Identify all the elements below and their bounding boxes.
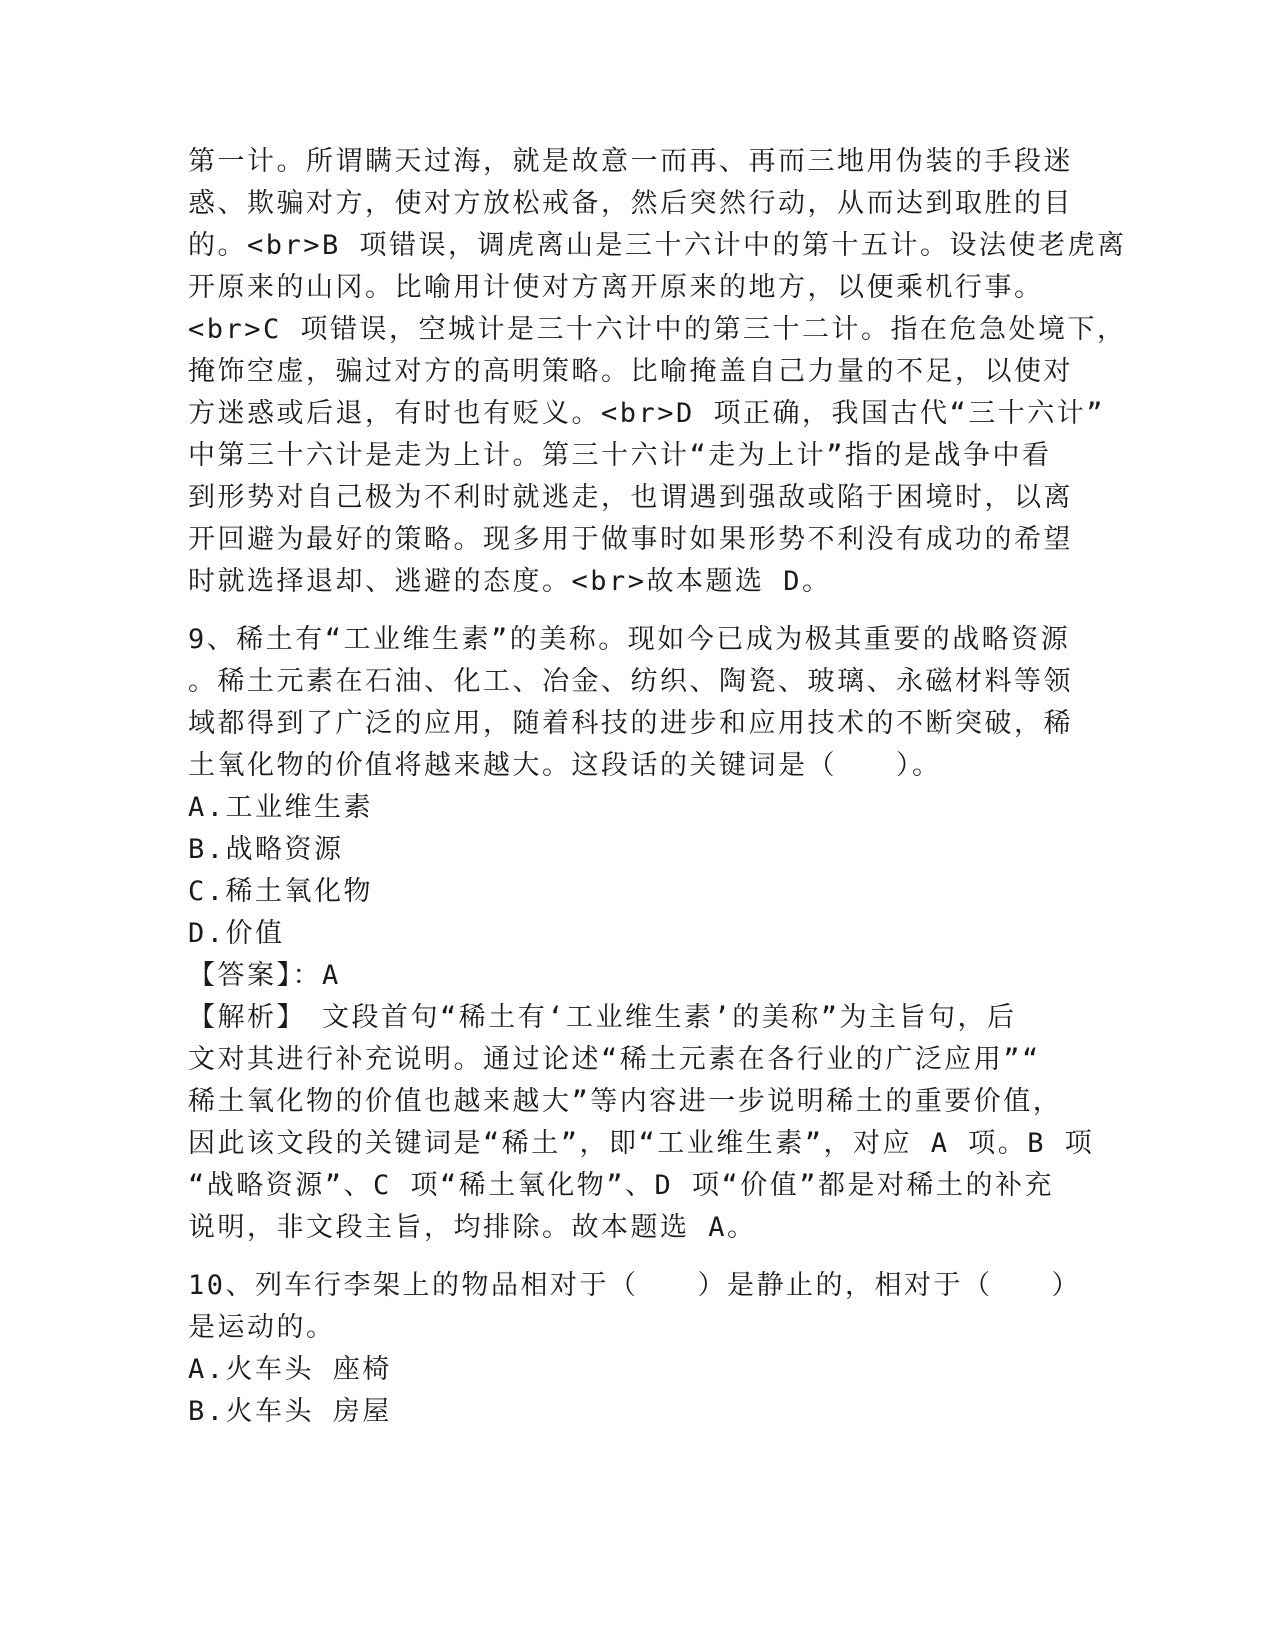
text-line: 到形势对自己极为不利时就逃走，也谓遇到强敌或陷于困境时，以离 <box>188 482 1073 513</box>
option-b: B.火车头 房屋 <box>188 1396 392 1427</box>
text-line: 中第三十六计是走为上计。第三十六计“走为上计”指的是战争中看 <box>188 440 1052 471</box>
option-b: B.战略资源 <box>188 834 344 865</box>
option-a: A.火车头 座椅 <box>188 1354 392 1385</box>
question-stem-line: 土氧化物的价值将越来越大。这段话的关键词是（ ）。 <box>188 750 942 781</box>
option-a: A.工业维生素 <box>188 792 374 823</box>
text-line: 掩饰空虚，骗过对方的高明策略。比喻掩盖自己力量的不足，以使对 <box>188 356 1073 387</box>
analysis-line: 稀土氧化物的价值也越来越大”等内容进一步说明稀土的重要价值， <box>188 1086 1063 1117</box>
answer-line: 【答案】：A <box>188 960 341 991</box>
analysis-line: 说明，非文段主旨，均排除。故本题选 A。 <box>188 1212 757 1243</box>
analysis-line: “战略资源”、C 项“稀土氧化物”、D 项“价值”都是对稀土的补充 <box>188 1170 1055 1201</box>
text-line: 方迷惑或后退，有时也有贬义。<br>D 项正确，我国古代“三十六计” <box>188 398 1106 429</box>
text-line: <br>C 项错误，空城计是三十六计中的第三十二计。指在危急处境下， <box>188 314 1127 345</box>
text-line: 的。<br>B 项错误，调虎离山是三十六计中的第十五计。设法使老虎离 <box>188 230 1127 261</box>
analysis-line: 【解析】 文段首句“稀土有‘工业维生素’的美称”为主旨句，后 <box>188 1002 1017 1033</box>
question-stem-line: 是运动的。 <box>188 1312 336 1343</box>
analysis-line: 文对其进行补充说明。通过论述“稀土元素在各行业的广泛应用”“ <box>188 1044 1041 1075</box>
text-line: 开原来的山冈。比喻用计使对方离开原来的地方，以便乘机行事。 <box>188 272 1044 303</box>
question-stem-line: 。稀土元素在石油、化工、冶金、纺织、陶瓷、玻璃、永磁材料等领 <box>188 666 1073 697</box>
analysis-line: 因此该文段的关键词是“稀土”，即“工业维生素”，对应 A 项。B 项 <box>188 1128 1095 1159</box>
question-stem-line: 域都得到了广泛的应用，随着科技的进步和应用技术的不断突破，稀 <box>188 708 1073 739</box>
text-line: 时就选择退却、逃避的态度。<br>故本题选 D。 <box>188 566 832 597</box>
question-stem-line: 10、列车行李架上的物品相对于（ ）是静止的，相对于（ ） <box>188 1270 1082 1301</box>
option-c: C.稀土氧化物 <box>188 876 374 907</box>
text-line: 惑、欺骗对方，使对方放松戒备，然后突然行动，从而达到取胜的目 <box>188 188 1073 219</box>
text-line: 开回避为最好的策略。现多用于做事时如果形势不利没有成功的希望 <box>188 524 1073 555</box>
option-d: D.价值 <box>188 918 285 949</box>
text-line: 第一计。所谓瞒天过海，就是故意一而再、再而三地用伪装的手段迷 <box>188 146 1073 177</box>
question-stem-line: 9、稀土有“工业维生素”的美称。现如今已成为极其重要的战略资源 <box>188 624 1071 655</box>
